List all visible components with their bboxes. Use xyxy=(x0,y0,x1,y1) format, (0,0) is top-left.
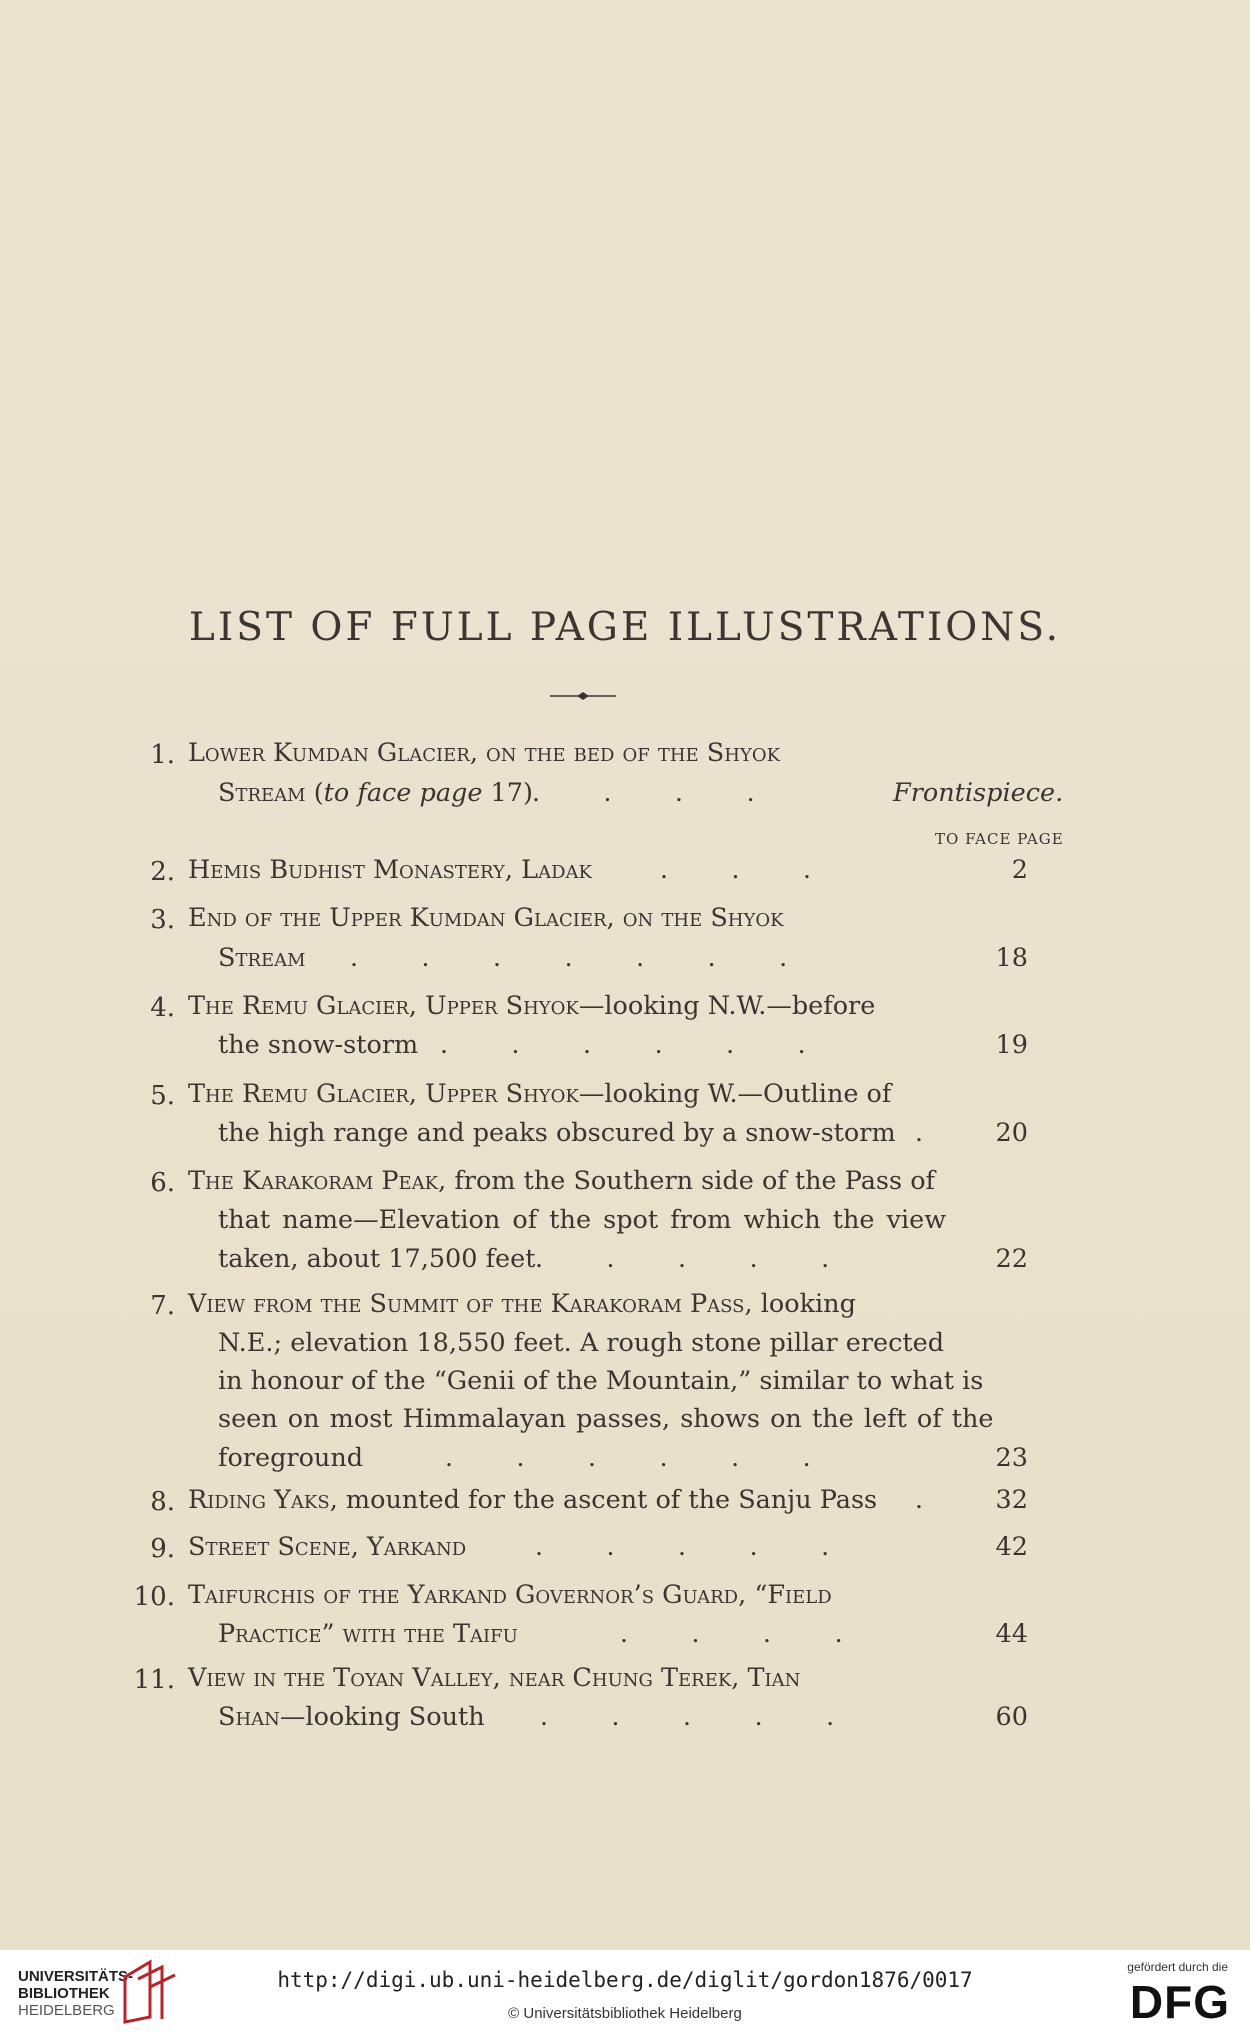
dfg-logo[interactable]: DFG xyxy=(1129,1976,1230,2028)
entry-page: Frontispiece. xyxy=(893,778,1064,808)
library-logo-line: UNIVERSITÄTS- xyxy=(18,1968,134,1985)
entry-line: Street Scene, Yarkand xyxy=(188,1532,467,1562)
entry-number: 4. xyxy=(150,993,175,1023)
sponsor-caption: gefördert durch die xyxy=(1127,1960,1228,1974)
entry-page: 42 xyxy=(995,1532,1028,1562)
entry-line: Taifurchis of the Yarkand Governor’s Guard, “Field xyxy=(188,1580,832,1610)
entry-page: 20 xyxy=(995,1118,1028,1148)
entry-page: 19 xyxy=(995,1030,1028,1060)
leader-dots: . . . . . . xyxy=(445,1443,811,1472)
entry-number: 9. xyxy=(150,1534,175,1564)
entry-page: 18 xyxy=(995,943,1028,973)
leader-dots: . . . . . xyxy=(535,1532,830,1561)
entry-line: Shan—looking South xyxy=(218,1702,485,1732)
entry-line: Stream xyxy=(218,943,306,973)
entry-line: Lower Kumdan Glacier, on the bed of the Shyok xyxy=(188,738,781,768)
entry-line: The Karakoram Peak, from the Southern side of the Pass of xyxy=(188,1166,935,1196)
entry-line: End of the Upper Kumdan Glacier, on the Shyok xyxy=(188,903,784,933)
entry-line: seen on most Himmalayan passes, shows on the left of the xyxy=(218,1404,994,1434)
entry-number: 2. xyxy=(150,857,175,887)
entry-line: in honour of the “Genii of the Mountain,” similar to what is xyxy=(218,1366,984,1396)
entry-page: 23 xyxy=(995,1443,1028,1473)
entry-line: Practice” with the Taifu xyxy=(218,1619,518,1649)
entry-page: 60 xyxy=(995,1702,1028,1732)
leader-dots: . . . . . . . xyxy=(350,943,788,972)
leader-dots: . xyxy=(915,1118,923,1147)
entry-line: the snow-storm xyxy=(218,1030,419,1060)
entry-number: 6. xyxy=(150,1168,175,1198)
leader-dots: . . . . xyxy=(532,778,755,807)
leader-dots: . . . . xyxy=(620,1619,843,1648)
entry-number: 8. xyxy=(150,1487,175,1517)
ornament-divider xyxy=(550,690,616,702)
entry-number: 1. xyxy=(150,740,175,770)
entry-number: 5. xyxy=(150,1081,175,1111)
entry-line: that name—Elevation of the spot from which the view xyxy=(218,1205,947,1235)
library-logo-line: HEIDELBERG xyxy=(18,2002,115,2019)
page-title: LIST OF FULL PAGE ILLUSTRATIONS. xyxy=(188,605,1062,650)
entry-number: 7. xyxy=(150,1291,175,1321)
leader-dots: . . . . . . xyxy=(440,1030,806,1059)
entry-line: N.E.; elevation 18,550 feet. A rough stone pillar erected xyxy=(218,1328,945,1358)
entry-page: 2 xyxy=(1011,855,1028,885)
leader-dots: . . . . . xyxy=(540,1702,835,1731)
entry-number: 11. xyxy=(133,1665,175,1695)
entry-line: View in the Toyan Valley, near Chung Terek, Tian xyxy=(188,1663,801,1693)
library-logo-line: BIBLIOTHEK xyxy=(18,1985,110,2002)
entry-line: foreground xyxy=(218,1443,364,1473)
entry-line: Hemis Budhist Monastery, Ladak xyxy=(188,855,592,885)
entry-line: taken, about 17,500 feet xyxy=(218,1244,536,1274)
entry-line: the high range and peaks obscured by a snow-storm xyxy=(218,1118,896,1148)
entry-line: View from the Summit of the Karakoram Pass, looking xyxy=(188,1289,856,1319)
entry-line: The Remu Glacier, Upper Shyok—looking W.—Outline of xyxy=(188,1079,892,1109)
entry-line: Riding Yaks, mounted for the ascent of the Sanju Pass xyxy=(188,1485,878,1515)
footer-bar xyxy=(0,1950,1250,2037)
leader-dots: . . . . . xyxy=(535,1244,830,1273)
leader-dots: . . . xyxy=(660,855,811,884)
copyright-text: © Universitätsbibliothek Heidelberg xyxy=(508,2005,742,2022)
entry-line: Stream (to face page 17) xyxy=(218,778,533,808)
source-url-link[interactable]: http://digi.ub.uni-heidelberg.de/diglit/gordon1876/0017 xyxy=(277,1968,973,1992)
leader-dots: . xyxy=(915,1485,923,1514)
entry-number: 3. xyxy=(150,905,175,935)
to-face-page-label: TO FACE PAGE xyxy=(935,830,1064,848)
entry-page: 22 xyxy=(995,1244,1028,1274)
entry-line: The Remu Glacier, Upper Shyok—looking N.W.—before xyxy=(188,991,876,1021)
entry-number: 10. xyxy=(133,1582,175,1612)
entry-page: 32 xyxy=(995,1485,1028,1515)
entry-page: 44 xyxy=(995,1619,1028,1649)
